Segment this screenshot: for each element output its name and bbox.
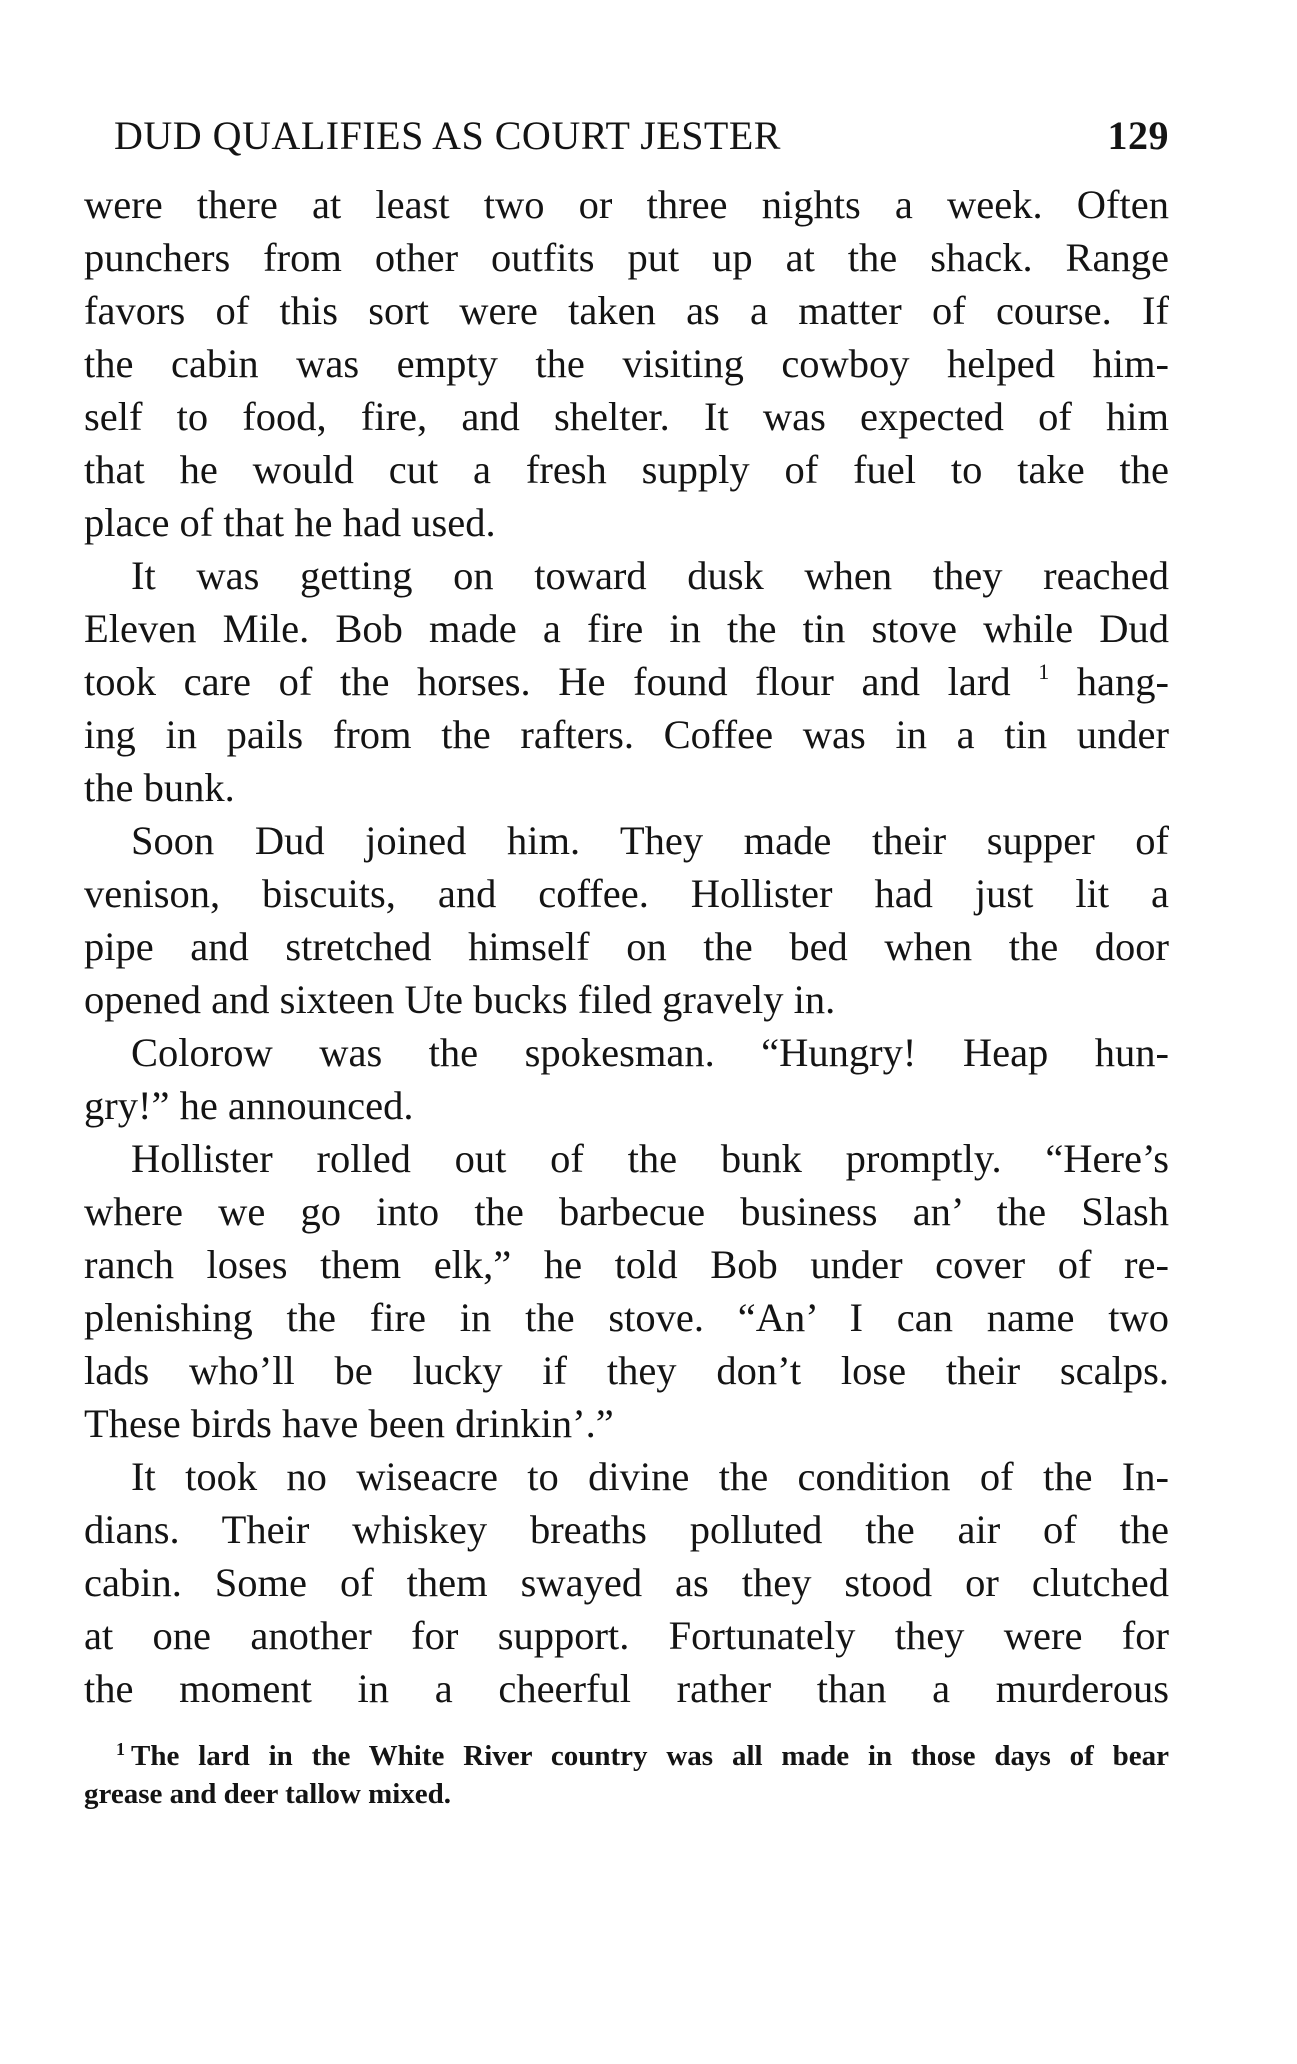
chapter-title: DUD QUALIFIES AS COURT JESTER <box>114 113 781 158</box>
text-line: the bunk. <box>84 765 235 810</box>
text-line: lads who’ll be lucky if they don’t lose their scalps. <box>84 1348 1169 1393</box>
text-line: opened and sixteen Ute bucks filed gravely in. <box>84 977 836 1022</box>
text-line: where we go into the barbecue business an’ the Slash <box>84 1189 1169 1234</box>
text-line: Hollister rolled out of the bunk promptly. “Here’s <box>131 1136 1169 1181</box>
text-line: plenishing the fire in the stove. “An’ I can name two <box>84 1295 1169 1340</box>
text-line: Colorow was the spokesman. “Hungry! Heap hun- <box>131 1030 1169 1075</box>
footnote-line <box>84 1737 1169 1775</box>
text-line: place of that he had used. <box>84 500 496 545</box>
text-line: were there at least two or three nights a week. Often <box>84 182 1169 227</box>
text-line: venison, biscuits, and coffee. Hollister had just lit a <box>84 871 1169 916</box>
running-head <box>114 112 1169 170</box>
footnote-text: The lard in the White River country was all made in those days of bear <box>131 1740 1169 1772</box>
footnote-line: grease and deer tallow mixed. <box>84 1778 452 1810</box>
text-line: favors of this sort were taken as a matter of course. If <box>84 288 1169 333</box>
footnote <box>84 1737 1169 1813</box>
text-line: ing in pails from the rafters. Coffee was in a tin under <box>84 712 1169 757</box>
book-page <box>84 112 1169 1813</box>
text-line: dians. Their whiskey breaths polluted the air of the <box>84 1507 1169 1552</box>
text-line: It was getting on toward dusk when they reached <box>131 553 1169 598</box>
text-line: the moment in a cheerful rather than a murderous <box>84 1666 1169 1711</box>
text-line: gry!” he announced. <box>84 1083 414 1128</box>
text-line: Soon Dud joined him. They made their supper of <box>131 818 1169 863</box>
text-line: that he would cut a fresh supply of fuel to take the <box>84 447 1169 492</box>
text-line-with-footnote <box>84 655 1169 708</box>
text-line: the cabin was empty the visiting cowboy helped him- <box>84 341 1169 386</box>
text-line: self to food, fire, and shelter. It was expected of him <box>84 394 1169 439</box>
text-line: These birds have been drinkin’.” <box>84 1401 614 1446</box>
text-line: punchers from other outfits put up at the shack. Range <box>84 235 1169 280</box>
text-line: ranch loses them elk,” he told Bob under cover of re- <box>84 1242 1169 1287</box>
footnote-marker: 1 <box>116 1739 125 1759</box>
text-segment: hang- <box>1076 659 1169 704</box>
footnote-reference: 1 <box>1038 659 1050 684</box>
text-line: cabin. Some of them swayed as they stood or clutched <box>84 1560 1169 1605</box>
text-line: Eleven Mile. Bob made a fire in the tin stove while Dud <box>84 606 1169 651</box>
body-text <box>84 178 1169 1715</box>
text-line: at one another for support. Fortunately they were for <box>84 1613 1169 1658</box>
page-number: 129 <box>1107 113 1169 158</box>
text-segment: took care of the horses. He found flour and lard <box>84 659 1011 704</box>
text-line: It took no wiseacre to divine the condition of the In- <box>131 1454 1169 1499</box>
text-line: pipe and stretched himself on the bed when the door <box>84 924 1169 969</box>
